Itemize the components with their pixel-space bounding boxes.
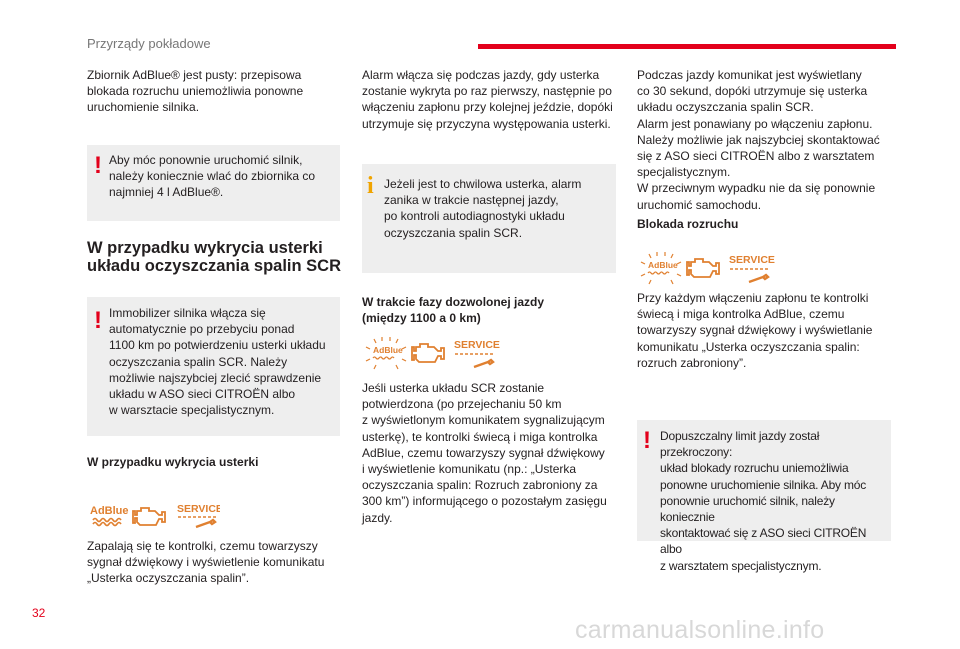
warning-icon: ! (94, 152, 102, 179)
adblue-flashing-icon (362, 335, 502, 373)
col3-subheading: Blokada rozruchu (637, 217, 739, 231)
col3-warning-lamps (637, 250, 777, 288)
adblue-icon (90, 501, 220, 531)
adblue-flashing-icon (637, 250, 777, 288)
adblue-icon-label: AdBlue (90, 505, 129, 517)
col1-warning-box-1 (87, 145, 340, 221)
service-icon-label: SERVICE (454, 339, 500, 351)
col1-subheading: W przypadku wykrycia usterki (87, 455, 259, 469)
service-icon-label: SERVICE (729, 254, 775, 266)
col2-paragraph-2: Jeśli usterka układu SCR zostanie potwierdzona (po przejechaniu 50 km z wyświetlonym komunikatem sygnalizującym usterkę), te kontrolki świecą i miga kontrolka AdBlue, czemu towarzyszy sygnał dźwiękowy i wyświetlenie komunikatu (np.: „Usterka oczyszczania spalin: Rozruch zabroniony za 300 km”) informującego o pozostałym zasięgu jazdy. (362, 381, 607, 525)
col1-paragraph-1: Zbiornik AdBlue® jest pusty: przepisowa blokada rozruchu uniemożliwia ponowne uruchomienie silnika. (87, 68, 304, 115)
col3-paragraph-1: Podczas jazdy komunikat jest wyświetlany co 30 sekund, dopóki utrzymuje się usterka układu oczyszczania spalin SCR. Alarm jest ponawiany po włączeniu zapłonu. Należy możliwie jak najszybciej skontaktować się z ASO sieci CITROËN albo z warsztatem specjalistycznym. W przeciwnym wypadku nie da się ponownie uruchomić samochodu. (637, 68, 880, 212)
col1-warning-text-1: Aby móc ponownie uruchomić silnik, należy koniecznie wlać do zbiornika co najmniej 4 l AdBlue®. (109, 153, 316, 200)
col1-warning-lamps (90, 501, 220, 531)
col2-subheading: W trakcie fazy dozwolonej jazdy (między 1100 a 0 km) (362, 295, 545, 326)
col3-warning-box (637, 420, 891, 573)
col2-paragraph-1: Alarm włącza się podczas jazdy, gdy usterka zostanie wykryta po raz pierwszy, następnie po włączeniu zapłonu przy kolejnej jeździe, dopóki utrzymuje się przyczyna występowania usterki. (362, 68, 613, 131)
page-number: 32 (32, 606, 46, 620)
col3-paragraph-2: Przy każdym włączeniu zapłonu te kontrolki świecą i miga kontrolka AdBlue, czemu towarzyszy sygnał dźwiękowy i wyświetlanie komunikatu „Usterka oczyszczania spalin: rozruch zabroniony”. (637, 291, 873, 370)
col3-warning-text: Dopuszczalny limit jazdy został przekroczony: układ blokady rozruchu uniemożliwia ponowne uruchomienie silnika. Aby móc ponownie uruchomić silnik, należy koniecznie skontaktować się z ASO sieci CITROËN albo z warsztatem specjalistycznym. (660, 429, 867, 573)
col2-warning-lamps (362, 335, 502, 373)
col1-paragraph-2: Zapalają się te kontrolki, czemu towarzyszy sygnał dźwiękowy i wyświetlenie komunikatu „Usterka oczyszczania spalin”. (87, 539, 325, 586)
col1-warning-box-2 (87, 297, 340, 436)
col1-warning-text-2: Immobilizer silnika włącza się automatycznie po przebyciu ponad 1100 km po potwierdzeniu usterki układu oczyszczania spalin SCR. Należy możliwie najszybciej zlecić sprawdzenie układu w ASO sieci CITROËN albo w warsztacie specjalistycznym. (109, 306, 326, 418)
section-title: Przyrządy pokładowe (87, 36, 211, 51)
warning-icon: ! (94, 307, 102, 334)
adblue-icon-label: AdBlue (648, 260, 678, 270)
header-accent-bar (478, 44, 896, 49)
watermark: carmanualsonline.info (575, 616, 825, 644)
adblue-icon-label: AdBlue (373, 345, 403, 355)
col2-info-box (362, 164, 616, 273)
warning-icon: ! (643, 427, 651, 454)
service-icon-label: SERVICE (177, 503, 220, 515)
col2-info-text: Jeżeli jest to chwilowa usterka, alarm zanika w trakcie następnej jazdy, po kontroli autodiagnostyki układu oczyszczania spalin SCR. (384, 177, 582, 240)
col1-heading: W przypadku wykrycia usterki układu oczyszczania spalin SCR (87, 239, 341, 275)
info-icon: i (367, 173, 374, 199)
